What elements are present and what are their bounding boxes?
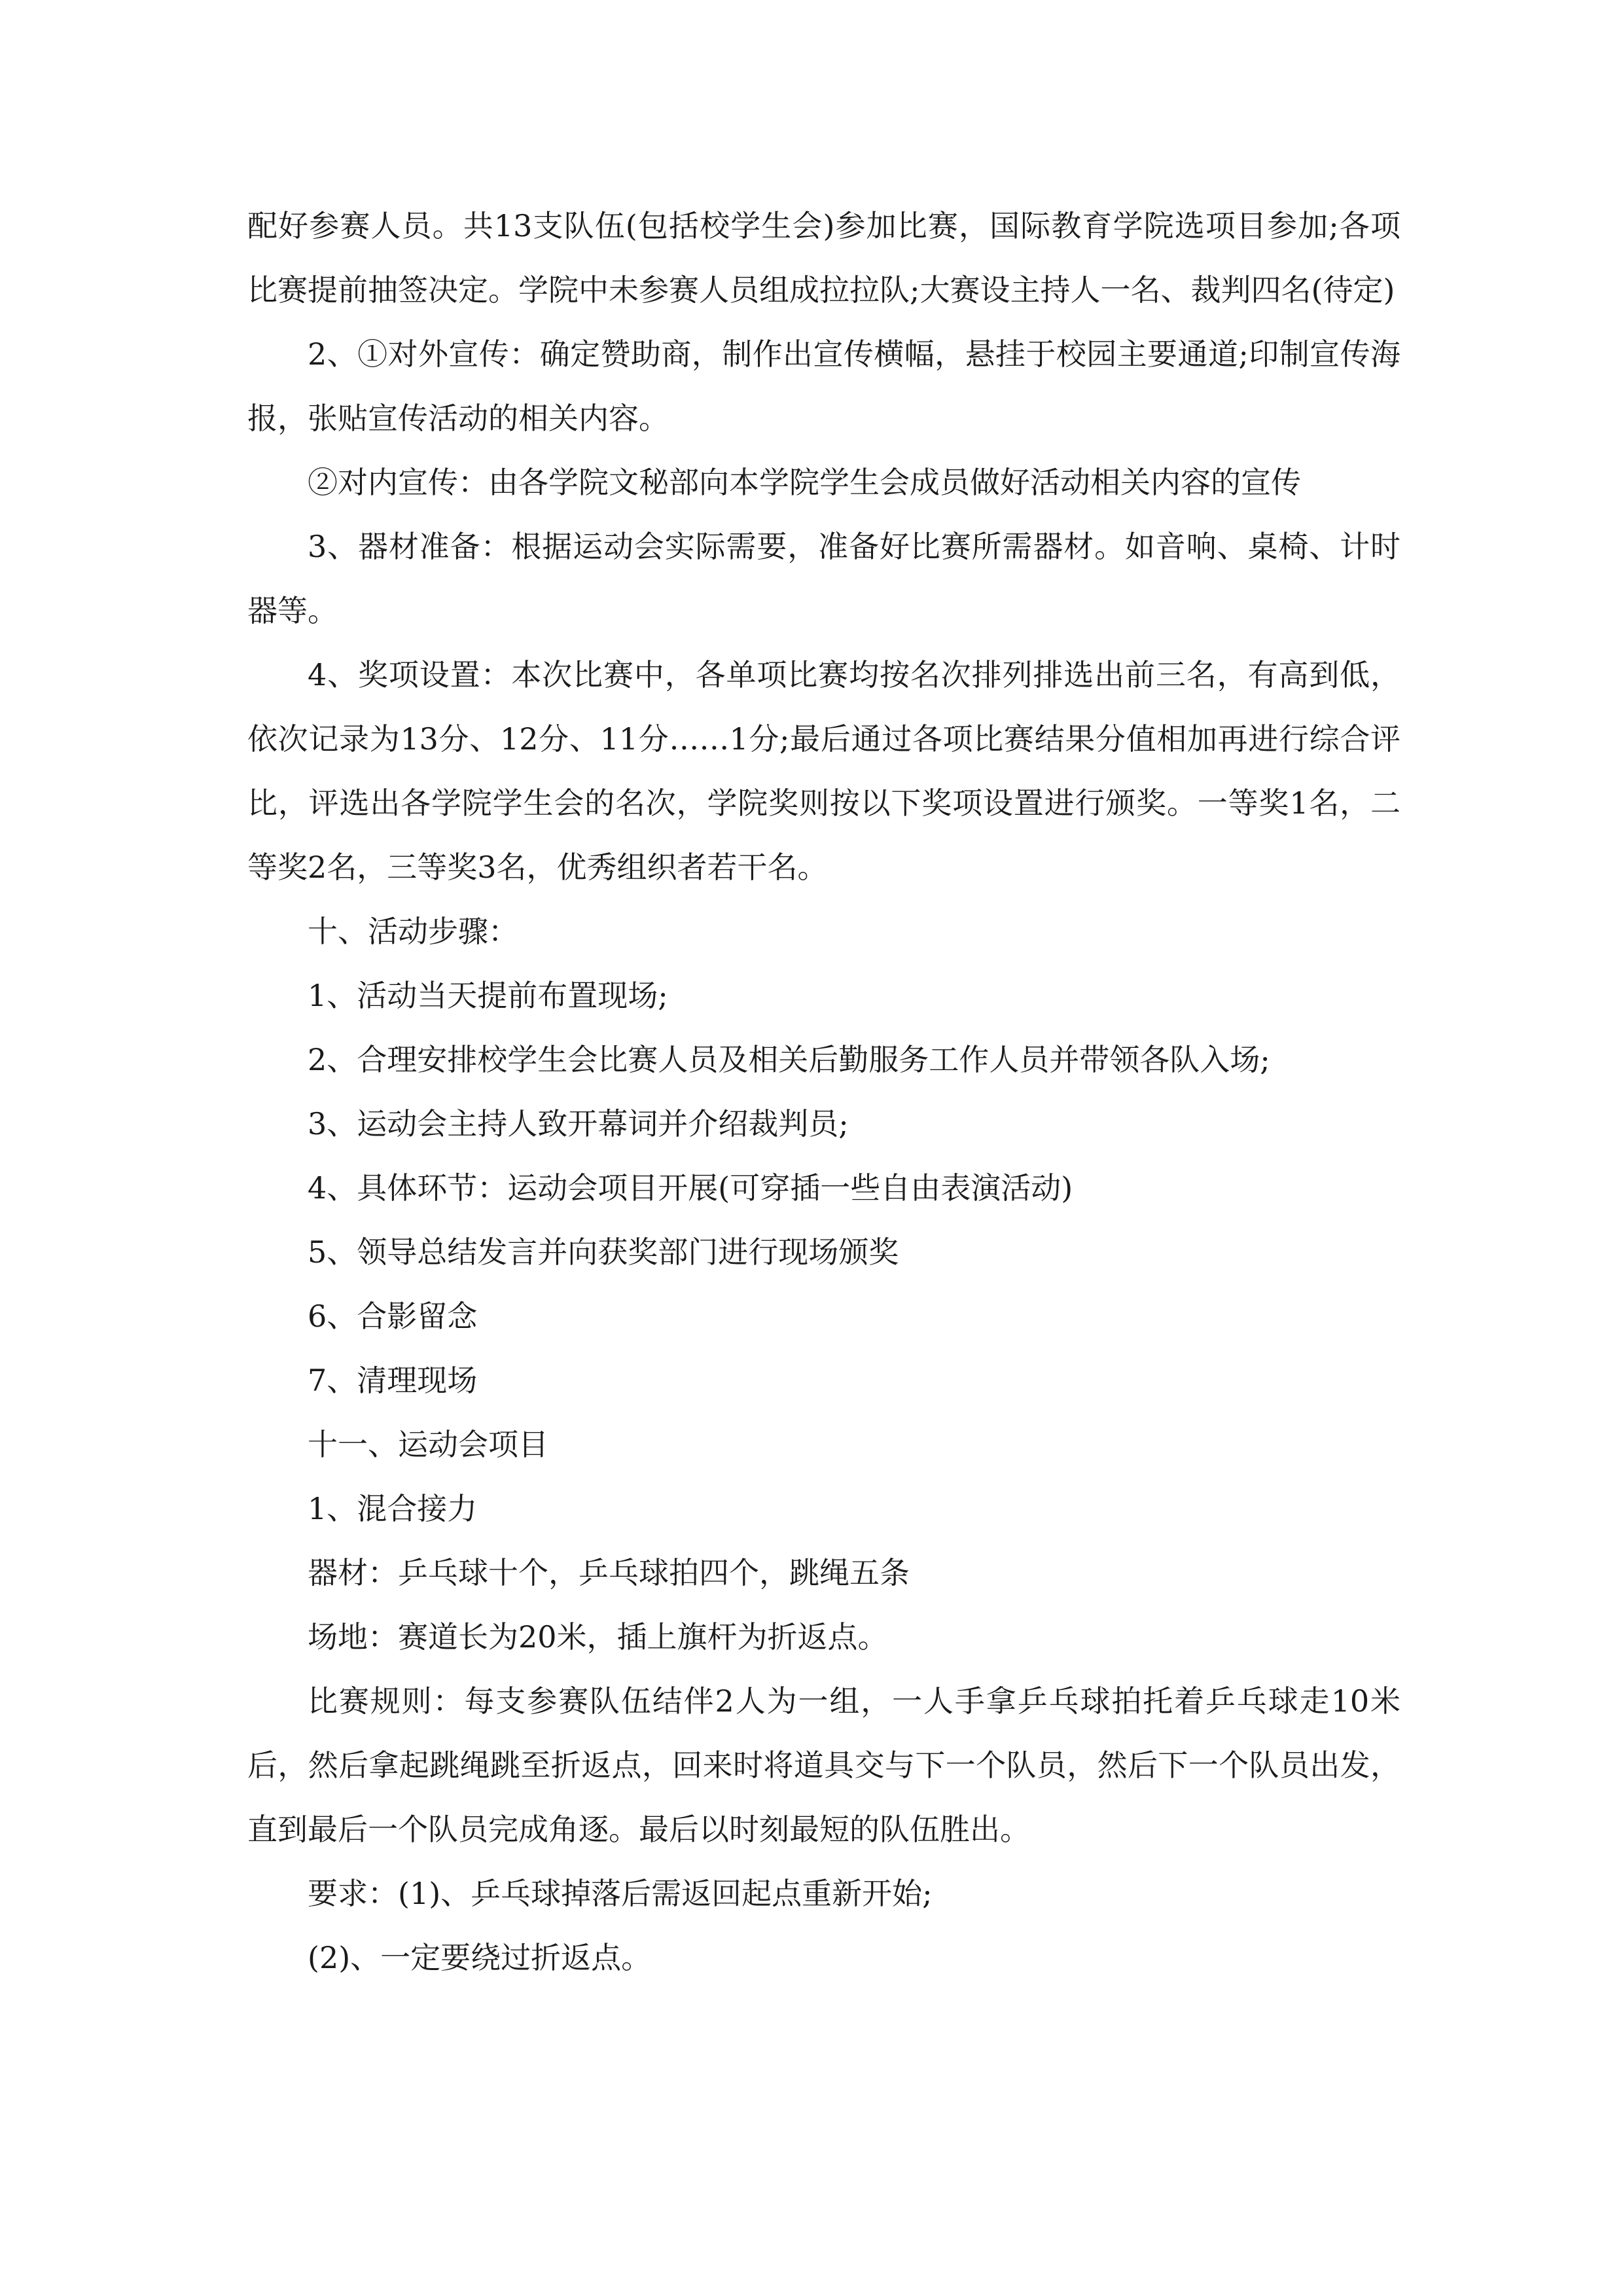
paragraph: 比赛规则：每支参赛队伍结伴2人为一组，一人手拿乒乓球拍托着乒乓球走10米后，然后拿起跳绳跳至折返点，回来时将道具交与下一个队员，然后下一个队员出发，直到最后一个队员完成角逐。最后以时刻最短的队伍胜出。 (247, 1683, 1400, 1847)
list-item: 1、活动当天提前布置现场; (308, 978, 668, 1013)
section-heading: 十一、运动会项目 (308, 1427, 548, 1462)
paragraph: 场地：赛道长为20米，插上旗杆为折返点。 (308, 1619, 888, 1655)
paragraph: 要求：(1)、乒乓球掉落后需返回起点重新开始; (308, 1876, 933, 1911)
document-body (247, 194, 1400, 1990)
paragraph: ②对内宣传：由各学院文秘部向本学院学生会成员做好活动相关内容的宣传 (308, 465, 1301, 500)
section-heading: 十、活动步骤： (308, 914, 518, 949)
paragraph: 2、①对外宣传：确定赞助商，制作出宣传横幅，悬挂于校园主要通道;印制宣传海报，张贴宣传活动的相关内容。 (247, 336, 1400, 436)
list-item: 6、合影留念 (308, 1299, 478, 1334)
paragraph: 配好参赛人员。共13支队伍(包括校学生会)参加比赛，国际教育学院选项目参加;各项比赛提前抽签决定。学院中未参赛人员组成拉拉队;大赛设主持人一名、裁判四名(待定) (247, 208, 1400, 308)
list-item: 5、领导总结发言并向获奖部门进行现场颁奖 (308, 1234, 899, 1270)
list-item: 4、具体环节：运动会项目开展(可穿插一些自由表演活动) (308, 1170, 1073, 1206)
paragraph: 器材：乒乓球十个，乒乓球拍四个，跳绳五条 (308, 1555, 910, 1590)
paragraph: (2)、一定要绕过折返点。 (308, 1940, 652, 1975)
list-item: 7、清理现场 (308, 1363, 478, 1398)
paragraph: 3、器材准备：根据运动会实际需要，准备好比赛所需器材。如音响、桌椅、计时器等。 (247, 529, 1400, 628)
list-item: 2、合理安排校学生会比赛人员及相关后勤服务工作人员并带领各队入场; (308, 1042, 1270, 1077)
list-item: 3、运动会主持人致开幕词并介绍裁判员; (308, 1106, 849, 1141)
paragraph: 4、奖项设置：本次比赛中，各单项比赛均按名次排列排选出前三名，有高到低，依次记录为13分、12分、11分……1分;最后通过各项比赛结果分值相加再进行综合评比，评选出各学院学生会的名次，学院奖则按以下奖项设置进行颁奖。一等奖1名，二等奖2名，三等奖3名，优秀组织者若干名。 (247, 657, 1400, 885)
subsection-heading: 1、混合接力 (308, 1491, 478, 1526)
